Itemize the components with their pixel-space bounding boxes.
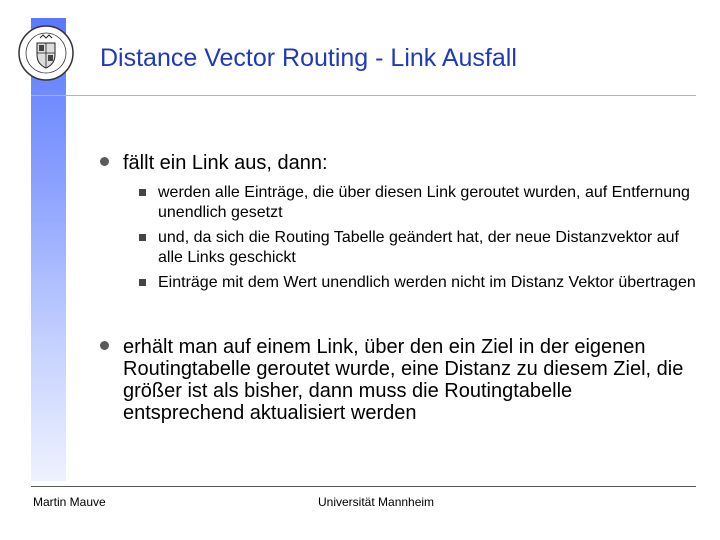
list-item: [138, 273, 698, 293]
slide-title: Distance Vector Routing - Link Ausfall: [100, 44, 517, 72]
footer-institution: Universität Mannheim: [318, 495, 435, 509]
university-seal-icon: [17, 24, 75, 82]
square-bullet-icon: [139, 234, 146, 241]
sub-bullet-text: und, da sich die Routing Tabelle geändert hat, der neue Distanzvektor auf alle Links geschickt: [158, 229, 679, 266]
sub-bullet-text: werden alle Einträge, die über diesen Link geroutet wurden, auf Entfernung unendlich gesetzt: [158, 184, 690, 221]
round-bullet-icon: [100, 341, 109, 350]
round-bullet-icon: [100, 157, 109, 166]
square-bullet-icon: [139, 189, 146, 196]
sub-bullet-list: [138, 183, 698, 298]
bullet-text: erhält man auf einem Link, über den ein Ziel in der eigenen Routingtabelle geroutet wurde, eine Distanz zu diesem Ziel, die größer ist als bisher, dann muss die Routingtabelle entsprechend aktualisiert werden: [123, 336, 684, 424]
list-item: [138, 228, 698, 268]
side-accent-bar: [31, 18, 66, 481]
title-divider: [31, 95, 696, 96]
footer-author: Martin Mauve: [33, 495, 106, 509]
footer-divider: [31, 486, 696, 487]
square-bullet-icon: [139, 279, 146, 286]
sub-bullet-text: Einträge mit dem Wert unendlich werden nicht im Distanz Vektor übertragen: [158, 274, 696, 291]
bullet-text: fällt ein Link aus, dann:: [123, 152, 328, 174]
list-item: [138, 183, 698, 223]
